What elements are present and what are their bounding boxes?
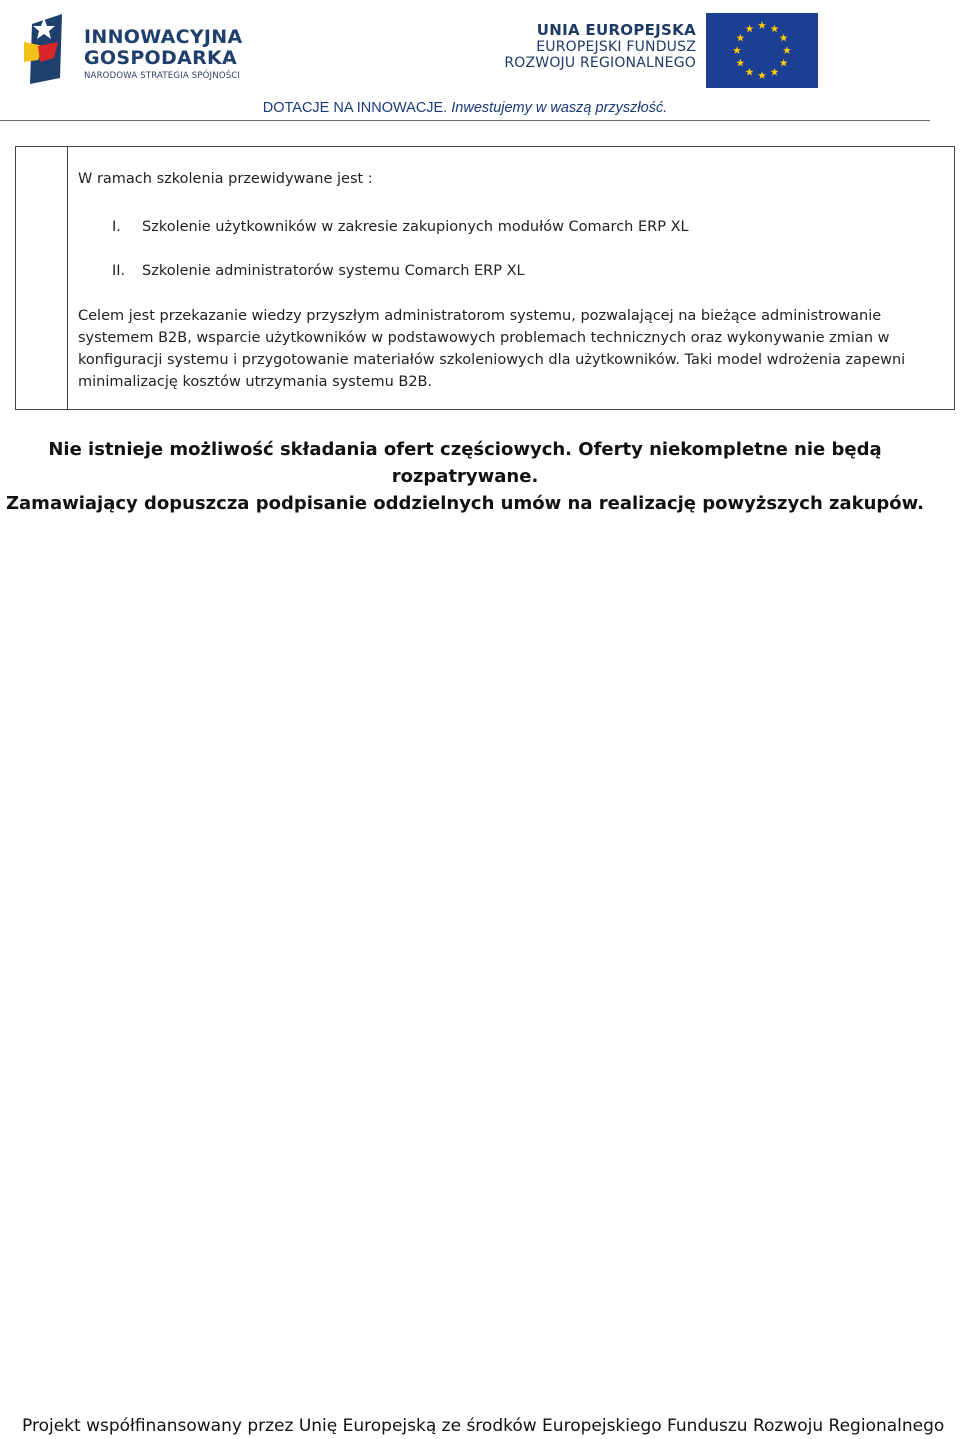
page-footer: Projekt współfinansowany przez Unię Europejską ze środków Europejskiego Funduszu Rozwoju Regionalnego [22,1416,945,1436]
tagline-normal: DOTACJE NA INNOWACJE. [262,100,448,116]
list-item [78,217,938,237]
header-tagline [0,100,930,116]
header-divider [0,120,930,121]
eu-line-2: EUROPEJSKI FUNDUSZ [536,39,696,56]
eu-line-1: UNIA EUROPEJSKA [536,21,696,39]
list-item [78,261,938,281]
innowacyjna-gospodarka-emblem-icon [24,12,84,88]
list-text: Szkolenie użytkowników w zakresie zakupionych modułów Comarch ERP XL [142,219,689,235]
note-line-2: Zamawiający dopuszcza podpisanie oddzielnych umów na realizację powyższych zakupów. [5,493,924,514]
table-column-divider [67,147,68,409]
training-goal-paragraph: Celem jest przekazanie wiedzy przyszłym administratorom systemu, pozwalającej na bieżące administrowanie systemem B2B, wsparcie użytkowników w podstawowych problemach technicznych oraz wykonywanie zmian w konfiguracji systemu i przygotowanie materiałów szkoleniowych dla użytkowników. Taki model wdrożenia zapewni minimalizację kosztów utrzymania systemu B2B. [78,308,906,390]
logo-line-1: INNOWACYJNA [84,26,243,48]
training-intro: W ramach szkolenia przewidywane jest : [78,171,373,187]
logo-line-3: NARODOWA STRATEGIA SPÓJNOŚCI [84,71,241,81]
tagline-italic: Inwestujemy w waszą przyszłość. [451,100,668,116]
logo-line-2: GOSPODARKA [84,47,238,69]
note-line-1: Nie istnieje możliwość składania ofert częściowych. Oferty niekompletne nie będą rozpatrywane. [48,439,882,487]
eu-flag-icon [706,13,818,88]
eu-line-3: ROZWOJU REGIONALNEGO [504,55,696,72]
innowacyjna-gospodarka-logo [24,12,254,88]
offer-notes [0,436,930,517]
list-number: I. [112,219,121,235]
list-number: II. [112,263,126,279]
table-content-cell [78,169,938,393]
document-header [0,0,960,122]
list-text: Szkolenie administratorów systemu Comarch ERP XL [142,263,525,279]
innowacyjna-gospodarka-wordmark [84,28,243,81]
training-table [15,146,955,410]
eu-wordmark [498,22,696,71]
